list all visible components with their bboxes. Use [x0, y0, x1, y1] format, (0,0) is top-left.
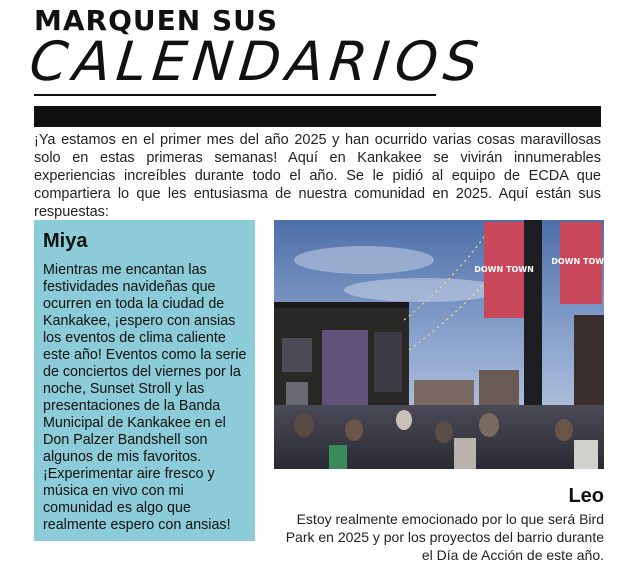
- miya-response-box: [34, 220, 255, 541]
- miya-name: Miya: [43, 230, 88, 252]
- header-underline: [34, 94, 436, 96]
- header-title-line1: MARQUEN SUS: [34, 4, 279, 37]
- leo-response-text: Estoy realmente emocionado por lo que será Bird Park en 2025 y por los proyectos del barrio durante el Día de Acción de este año.: [285, 511, 604, 563]
- banner-left-text: DOWN TOWN: [474, 265, 534, 274]
- banner-right-text: DOWN TOWN: [551, 257, 611, 266]
- miya-response-text: Mientras me encantan las festividades navideñas que ocurren en toda la ciudad de Kankakee, ¡espero con ansias los eventos de clima caliente este año! Eventos como la serie de conciertos del viernes por la noche, Sunset Stroll y las presentaciones de la Banda Municipal de Kankakee en el Don Palzer Bandshell son algunos de mis favoritos. ¡Experimentar aire fresco y música en vivo con mi comunidad es algo que realmente espero con ansias!: [43, 262, 247, 533]
- intro-paragraph: ¡Ya estamos en el primer mes del año 2025 y han ocurrido varias cosas maravillosas solo en estas primeras semanas! Aquí en Kankakee se vivirán innumerables experiencias increíbles durante todo el año. Se le pidió al equipo de ECDA que compartiera lo que les entusiasma de nuestra comunidad en 2025. Aquí están sus respuestas:: [34, 132, 601, 220]
- header-title-line2: CALENDARIOS: [26, 30, 488, 93]
- leo-name: Leo: [568, 485, 604, 507]
- downtown-street-festival-photo: [274, 220, 611, 469]
- black-divider-bar: [34, 106, 601, 127]
